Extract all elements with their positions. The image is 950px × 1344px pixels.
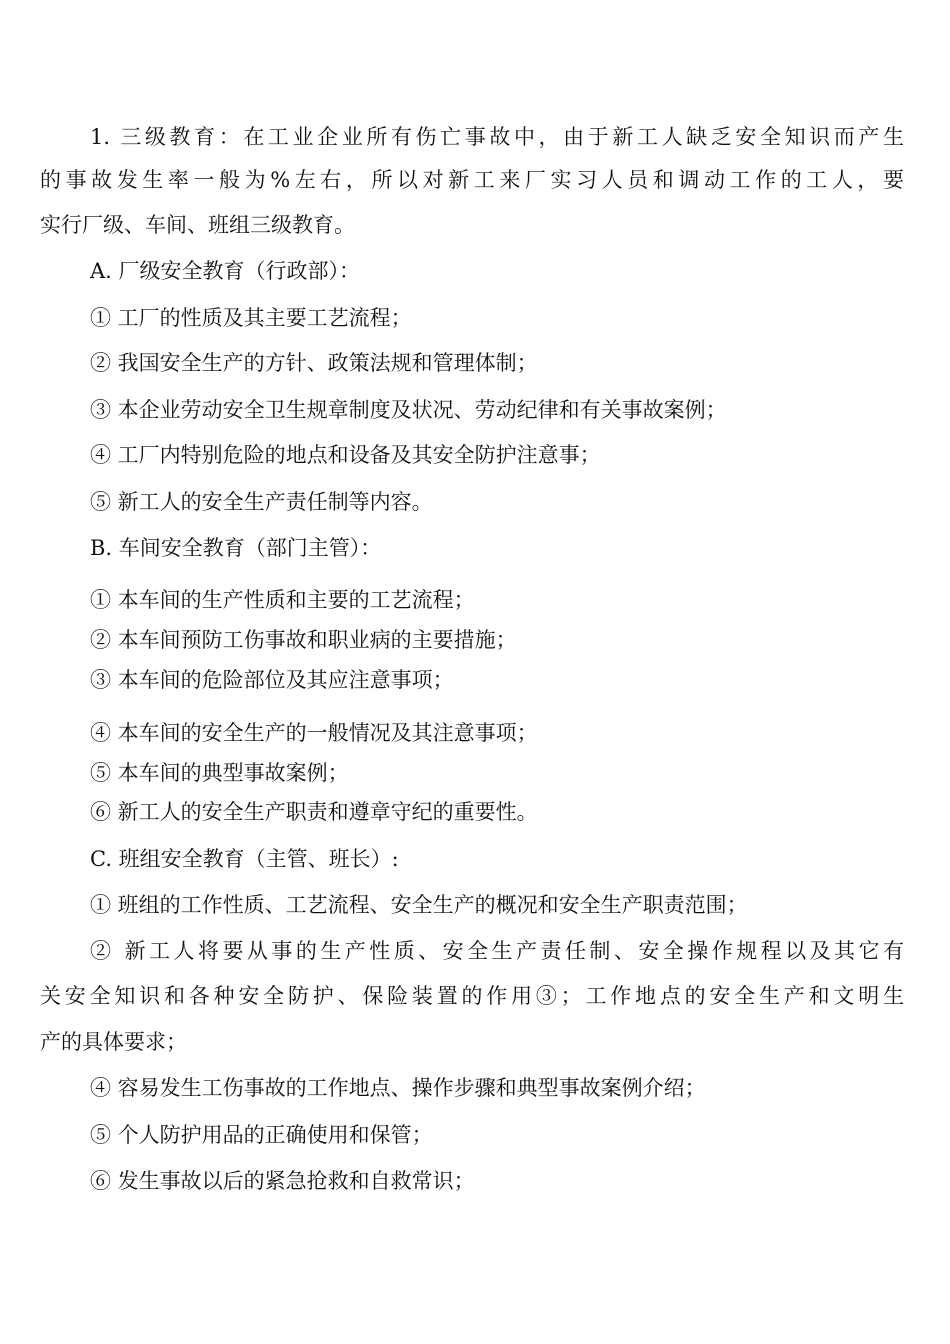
intro-line-3: 实行厂级、车间、班组三级教育。 — [40, 213, 355, 237]
section-b-item-2: ② 本车间预防工伤事故和职业病的主要措施； — [90, 628, 517, 652]
intro-line-2: 的事故发生率一般为%左右，所以对新工来厂实习人员和调动工作的工人，要 — [40, 168, 904, 192]
section-c-item-2-line-2: 关安全知识和各种安全防护、保险装置的作用③；工作地点的安全生产和文明生 — [40, 984, 904, 1008]
section-c-item-4: ④ 容易发生工伤事故的工作地点、操作步骤和典型事故案例介绍； — [90, 1076, 706, 1100]
section-a-item-2: ② 我国安全生产的方针、政策法规和管理体制； — [90, 351, 538, 375]
section-b-heading: B. 车间安全教育（部门主管）： — [90, 536, 382, 560]
section-a-item-1: ① 工厂的性质及其主要工艺流程； — [90, 306, 412, 330]
section-c-item-5: ⑤ 个人防护用品的正确使用和保管； — [90, 1123, 433, 1147]
section-c-item-2-line-3: 产的具体要求； — [40, 1030, 187, 1054]
section-b-item-4: ④ 本车间的安全生产的一般情况及其注意事项； — [90, 721, 538, 745]
section-c-item-6: ⑥ 发生事故以后的紧急抢救和自救常识； — [90, 1169, 475, 1193]
section-b-item-5: ⑤ 本车间的典型事故案例； — [90, 761, 349, 785]
intro-line-1: 1. 三级教育：在工业企业所有伤亡事故中，由于新工人缺乏安全知识而产生 — [90, 125, 904, 149]
section-a-heading: A. 厂级安全教育（行政部）： — [90, 259, 361, 283]
section-a-item-3: ③ 本企业劳动安全卫生规章制度及状况、劳动纪律和有关事故案例； — [90, 398, 727, 422]
section-b-item-1: ① 本车间的生产性质和主要的工艺流程； — [90, 588, 475, 612]
section-c-item-1: ① 班组的工作性质、工艺流程、安全生产的概况和安全生产职责范围； — [90, 893, 748, 917]
section-c-heading: C. 班组安全教育（主管、班长）: — [90, 847, 399, 871]
section-a-item-4: ④ 工厂内特别危险的地点和设备及其安全防护注意事； — [90, 443, 601, 467]
section-c-item-2-line-1: ② 新工人将要从事的生产性质、安全生产责任制、安全操作规程以及其它有 — [90, 939, 904, 963]
section-b-item-6: ⑥ 新工人的安全生产职责和遵章守纪的重要性。 — [90, 800, 538, 824]
section-a-item-5: ⑤ 新工人的安全生产责任制等内容。 — [90, 490, 433, 514]
section-b-item-3: ③ 本车间的危险部位及其应注意事项； — [90, 668, 454, 692]
